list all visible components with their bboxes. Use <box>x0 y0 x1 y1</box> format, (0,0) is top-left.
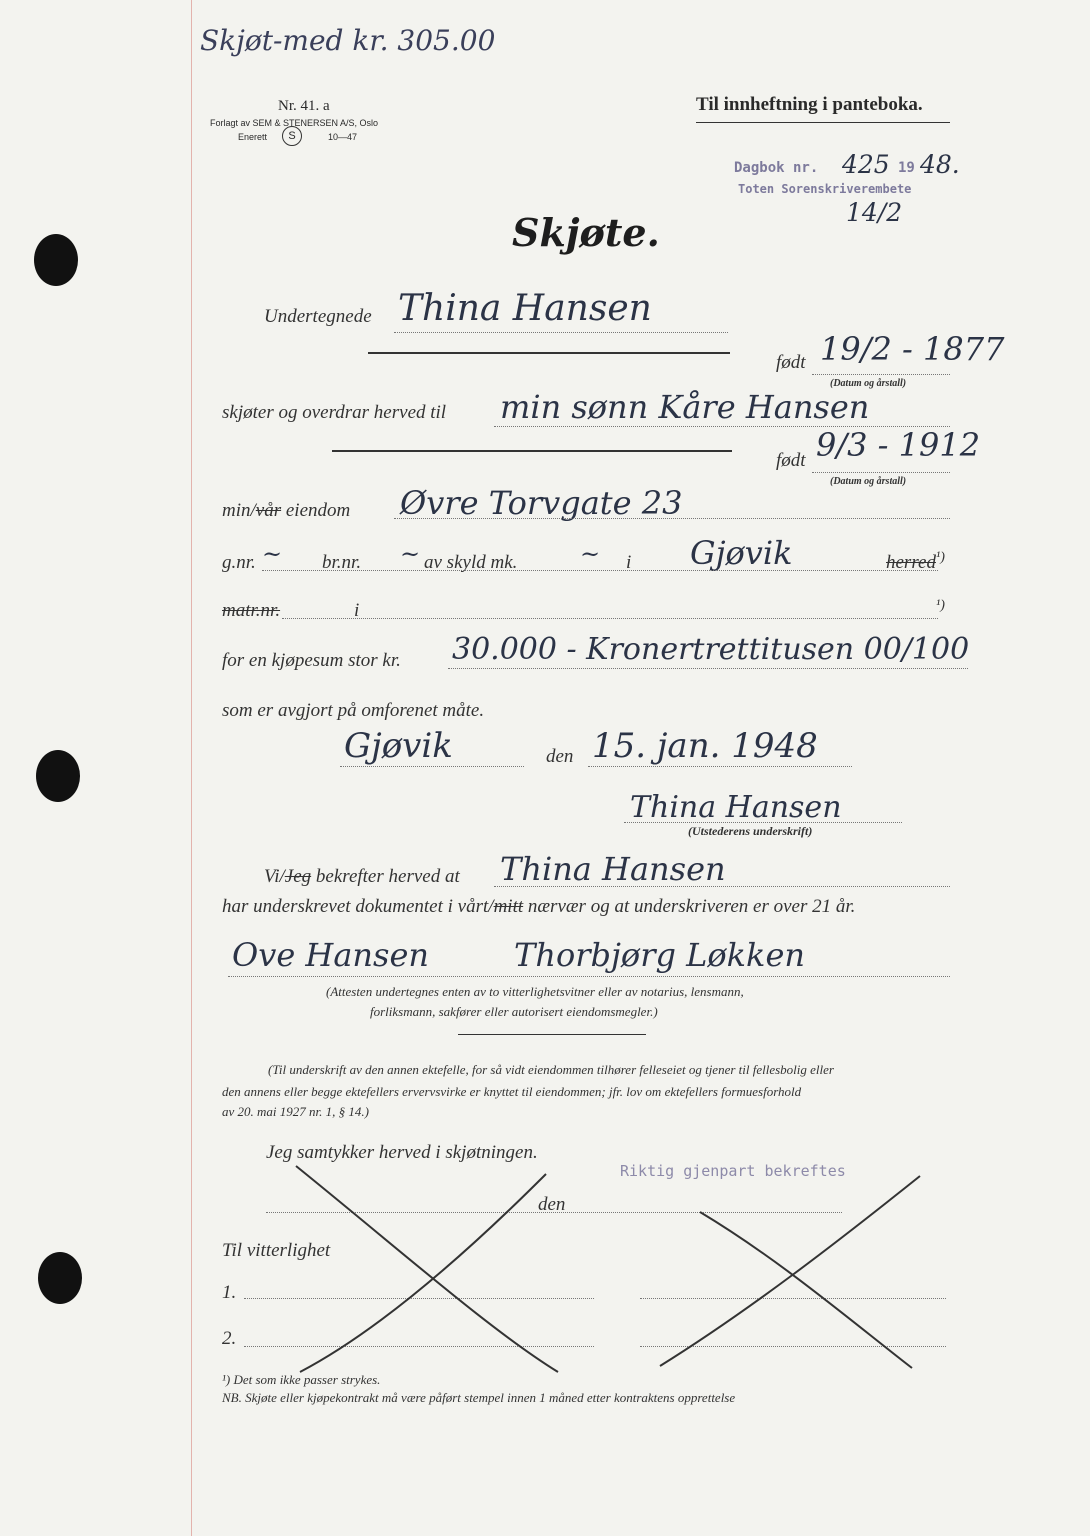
witness-item-2: 2. <box>222 1328 237 1349</box>
copy-stamp: Riktig gjenpart bekreftes <box>620 1162 846 1180</box>
brnr-label: br.nr. <box>322 552 362 573</box>
skyld-dash: ~ <box>580 540 601 568</box>
born-value-2: 9/3 - 1912 <box>816 426 981 464</box>
publisher-logo: S <box>282 126 302 146</box>
witness-heading: Til vitterlighet <box>222 1240 331 1261</box>
witness-statement: har underskrevet dokumentet i vårt/mitt nærvær og at underskriveren er over 21 år. <box>222 896 856 917</box>
settled-text: som er avgjort på omforenet måte. <box>222 700 485 721</box>
stamp-year-prefix: 19 <box>898 160 915 176</box>
cancel-stroke-right-1 <box>660 1176 920 1366</box>
gnr-dash: ~ <box>262 540 283 568</box>
binder-hole-bottom <box>38 1252 82 1304</box>
transfer-strike <box>332 450 732 452</box>
date-hint-1: (Datum og årstall) <box>830 378 907 389</box>
transfer-label: skjøter og overdrar herved til <box>222 402 447 423</box>
stamp-diary-label: Dagbok nr. <box>734 160 819 176</box>
filing-note: Til innheftning i panteboka. <box>696 94 923 115</box>
filing-underline <box>696 122 950 123</box>
born-line-1 <box>812 374 950 375</box>
matrnr-line <box>282 618 938 619</box>
witness-signature-1: Ove Hansen <box>232 936 429 974</box>
i-label-2: i <box>354 600 360 621</box>
property-value: Øvre Torvgate 23 <box>400 484 683 522</box>
price-value: 30.000 - Kronertrettitusen 00/100 <box>452 632 970 667</box>
margin-line <box>191 0 192 1536</box>
born-line-2 <box>812 472 950 473</box>
sign-date: 15. jan. 1948 <box>592 726 818 766</box>
property-line <box>394 518 950 519</box>
sign-place-line <box>340 766 524 767</box>
price-line <box>448 668 968 669</box>
copyright-label: Enerett <box>238 132 268 142</box>
issuer-hint: (Utstederens underskrift) <box>688 824 813 838</box>
matrnr-label: matr.nr. <box>222 600 281 621</box>
document-title: Skjøte. <box>512 210 660 255</box>
footnote-1: ¹) Det som ikke passer strykes. <box>222 1372 381 1387</box>
born-label-2: født <box>776 450 806 471</box>
price-label: for en kjøpesum stor kr. <box>222 650 401 671</box>
witness-item-1: 1. <box>222 1282 237 1303</box>
footnote-marker-2: ¹) <box>936 598 945 613</box>
cancel-stroke-right-2 <box>700 1212 912 1368</box>
herred-label: herred <box>886 552 936 573</box>
gnr-line <box>262 570 938 571</box>
gnr-label: g.nr. <box>222 552 256 573</box>
confirm-label: Vi/Jeg bekrefter herved at <box>264 866 460 887</box>
stamp-diary-number: 425 <box>842 150 890 179</box>
stamp-year-suffix: 48. <box>920 150 960 179</box>
born-value-1: 19/2 - 1877 <box>820 330 1005 368</box>
transfer-value: min sønn Kåre Hansen <box>500 388 870 426</box>
form-number: Nr. 41. a <box>278 98 330 114</box>
binder-hole-top <box>34 234 78 286</box>
footnote-marker-1: ¹) <box>936 550 945 565</box>
place-value: Gjøvik <box>690 534 793 572</box>
issuer-signature: Thina Hansen <box>630 790 842 825</box>
footnote-nb: NB. Skjøte eller kjøpekontrakt må være påført stempel innen 1 måned etter kontraktens opprettelse <box>222 1390 736 1405</box>
undersigned-label: Undertegnede <box>264 306 372 327</box>
den-label-2: den <box>538 1194 566 1215</box>
sign-place: Gjøvik <box>344 726 453 766</box>
spouse-note-2: den annens eller begge ektefellers ervervsvirke er knyttet til eiendommen; jfr. lov om ektefellers formuesforhold <box>222 1084 802 1099</box>
confirm-name: Thina Hansen <box>500 850 726 888</box>
publisher-line: Forlagt av SEM & STENERSEN A/S, Oslo <box>210 118 379 128</box>
spouse-note-3: av 20. mai 1927 nr. 1, § 14.) <box>222 1104 369 1119</box>
witness-signature-2: Thorbjørg Løkken <box>514 936 805 974</box>
born-label-1: født <box>776 352 806 373</box>
cancel-stroke-left-2 <box>300 1174 546 1372</box>
stamp-date: 14/2 <box>846 198 903 227</box>
brnr-dash: ~ <box>400 540 421 568</box>
spouse-note-1: (Til underskrift av den annen ektefelle, for så vidt eiendommen tilhører felleseiet og tjener til fellesbolig eller <box>268 1062 834 1077</box>
witness-signature-line <box>228 976 950 977</box>
witness-note-2: forliksmann, sakfører eller autorisert eiendomsmegler.) <box>370 1004 658 1019</box>
date-hint-2: (Datum og årstall) <box>830 476 907 487</box>
i-label-1: i <box>626 552 632 573</box>
confirm-line <box>494 886 950 887</box>
skyld-label: av skyld mk. <box>424 552 518 573</box>
cancellation-marks <box>240 1140 960 1380</box>
property-label: min/vår eiendom <box>222 500 351 521</box>
form-edition: 10—47 <box>328 132 358 142</box>
fee-note: Skjøt-med kr. 305.00 <box>200 24 496 57</box>
sign-date-line <box>588 766 852 767</box>
undersigned-line <box>394 332 728 333</box>
undersigned-strike <box>368 352 730 354</box>
den-label-1: den <box>546 746 574 767</box>
issuer-signature-line <box>624 822 902 823</box>
consent-text: Jeg samtykker herved i skjøtningen. <box>266 1142 538 1163</box>
undersigned-value: Thina Hansen <box>398 288 652 329</box>
witness-note-1: (Attesten undertegnes enten av to vitterlighetsvitner eller av notarius, lensmann, <box>326 984 744 999</box>
stamp-office: Toten Sorenskriverembete <box>738 182 912 196</box>
section-divider <box>458 1034 646 1035</box>
cancel-stroke-left-1 <box>296 1166 558 1372</box>
binder-hole-middle <box>36 750 80 802</box>
